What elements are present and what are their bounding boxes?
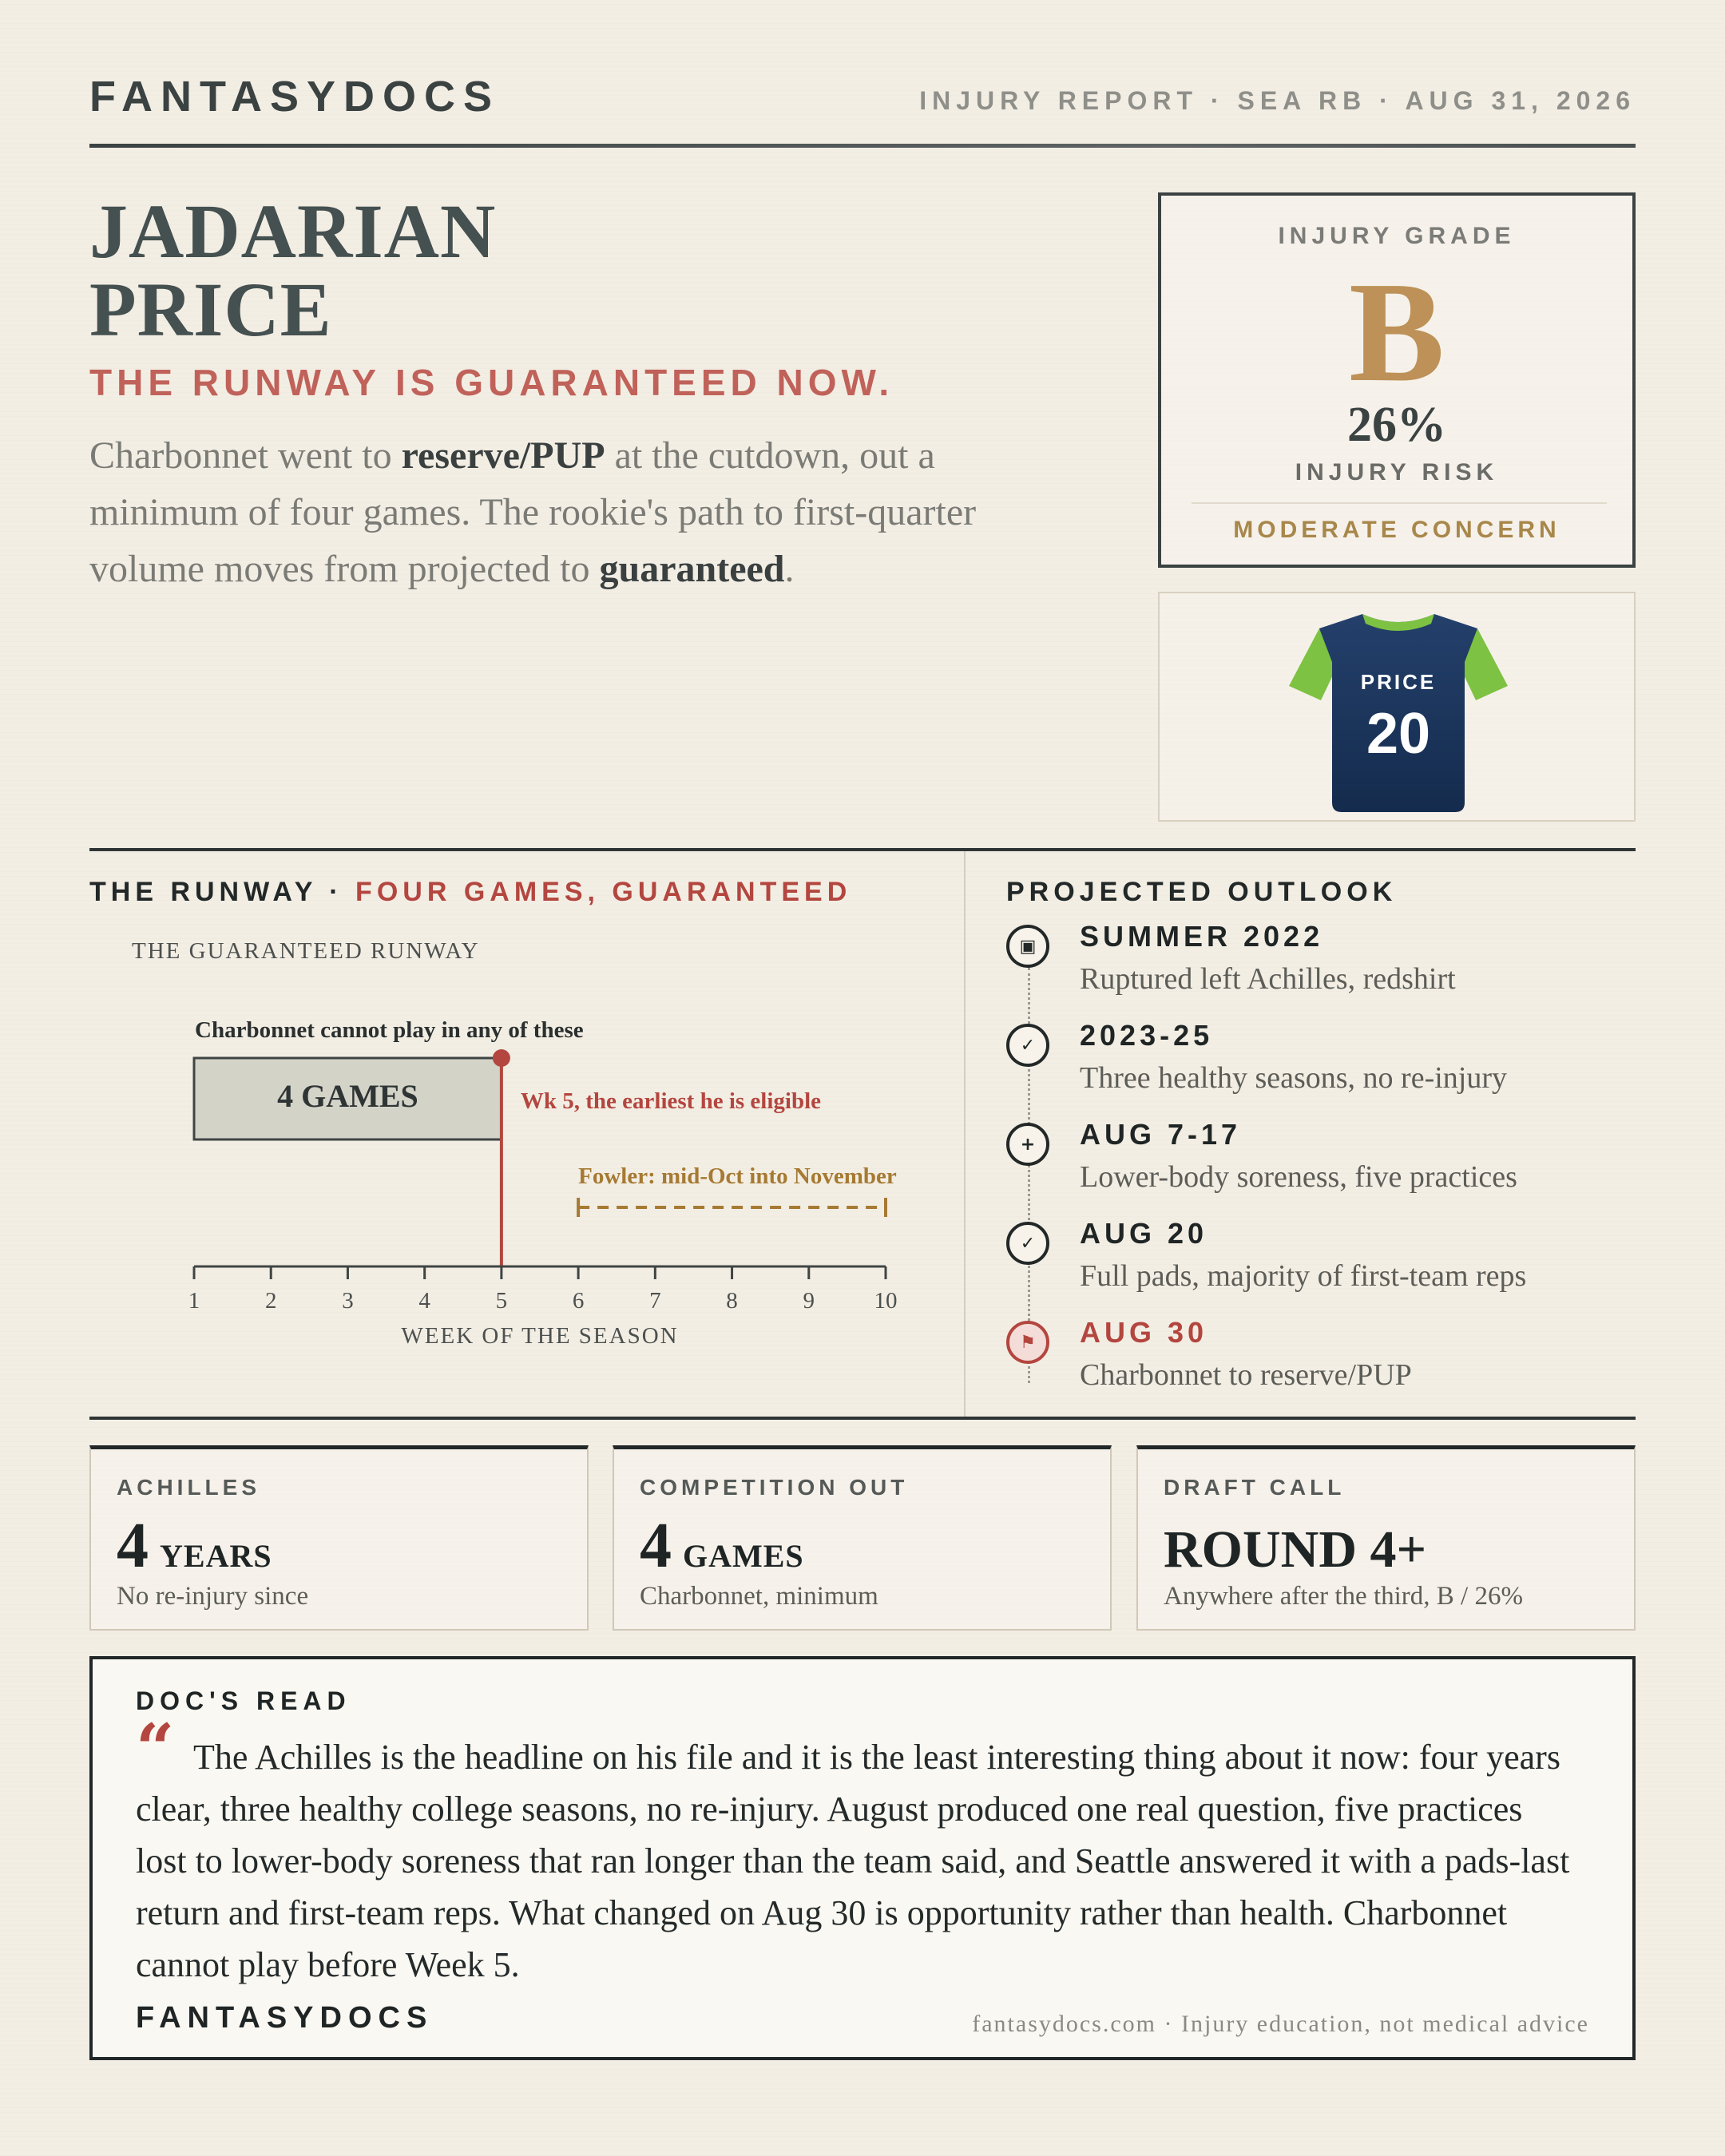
x-tick-label: 7 xyxy=(649,1288,661,1314)
docs-read-signature: FANTASYDOCS xyxy=(136,2001,434,2035)
x-axis-ticks xyxy=(188,1266,898,1314)
quote-mark-icon: “ xyxy=(136,1709,175,1788)
stat-number: 4 xyxy=(117,1511,149,1581)
stat-unit: YEARS xyxy=(160,1538,272,1574)
plus-icon: + xyxy=(1006,1123,1049,1166)
timeline-desc: Ruptured left Achilles, redshirt xyxy=(1080,962,1456,996)
timeline-desc: Lower-body soreness, five practices xyxy=(1080,1160,1517,1194)
x-tick-label: 1 xyxy=(188,1288,200,1314)
stat-label: DRAFT CALL xyxy=(1164,1475,1346,1500)
stat-sub: No re-injury since xyxy=(117,1582,309,1611)
timeline-desc: Charbonnet to reserve/PUP xyxy=(1080,1358,1412,1392)
x-tick-label: 9 xyxy=(803,1288,815,1314)
docs-read-text: The Achilles is the headline on his file and it is the least interesting thing about it now: four years clear, three healthy college seasons, no re-injury. August produced one real question, five practices lost to lower-body soreness that ran longer than the team said, and Seattle answered it with a pads-last return and first-team reps. What changed on Aug 30 is opportunity rather than health. Charbonnet cannot play before Week 5. xyxy=(136,1738,1570,1984)
achilles-stat-card xyxy=(89,1445,589,1631)
concern-level: MODERATE CONCERN xyxy=(1233,517,1560,543)
check-icon: ✓ xyxy=(1006,1222,1049,1265)
intro-emphasis: guaranteed xyxy=(599,548,785,590)
square-icon: ▣ xyxy=(1006,925,1049,968)
timeline-date: SUMMER 2022 xyxy=(1080,920,1324,953)
column-divider xyxy=(964,851,966,1418)
stat-sub: Charbonnet, minimum xyxy=(640,1582,878,1611)
grade-letter: B xyxy=(1348,252,1445,411)
timeline-date: 2023-25 xyxy=(1080,1019,1214,1052)
section-divider xyxy=(89,848,1636,851)
jersey-name: PRICE xyxy=(1360,670,1437,694)
outlook-heading: PROJECTED OUTLOOK xyxy=(1006,877,1398,907)
timeline-date: AUG 20 xyxy=(1080,1217,1208,1250)
section-divider xyxy=(89,1417,1636,1420)
player-first-name: JADARIAN xyxy=(89,188,497,274)
runway-heading-accent: FOUR GAMES, GUARANTEED xyxy=(355,877,852,907)
runway-chart xyxy=(89,918,936,1365)
competition-stat-card xyxy=(613,1445,1112,1631)
footer-disclaimer: fantasydocs.com · Injury education, not medical advice xyxy=(972,2011,1589,2037)
draft-call-stat-card xyxy=(1136,1445,1636,1631)
stat-label: ACHILLES xyxy=(117,1475,260,1500)
jersey-card xyxy=(1158,592,1636,822)
grade-label: INJURY GRADE xyxy=(1278,223,1516,249)
player-last-name: PRICE xyxy=(89,267,332,352)
x-tick-label: 10 xyxy=(874,1288,898,1314)
out-block-caption: Charbonnet cannot play in any of these xyxy=(195,1017,584,1043)
check-icon: ✓ xyxy=(1006,1024,1049,1067)
report-meta: INJURY REPORT · SEA RB · AUG 31, 2026 xyxy=(919,86,1636,115)
docs-read-label: DOC'S READ xyxy=(136,1686,351,1715)
x-tick-label: 4 xyxy=(418,1288,430,1314)
x-axis-label: WEEK OF THE SEASON xyxy=(401,1323,679,1349)
intro-emphasis: reserve/PUP xyxy=(401,434,605,477)
chart-title: THE GUARANTEED RUNWAY xyxy=(132,938,480,964)
estimate-range-label: Fowler: mid-Oct into November xyxy=(578,1163,897,1189)
eligible-marker-dot xyxy=(493,1049,510,1067)
intro-text: . xyxy=(784,548,795,590)
stat-value: ROUND 4+ xyxy=(1164,1520,1427,1579)
stat-value xyxy=(640,1510,804,1583)
stat-sub: Anywhere after the third, B / 26% xyxy=(1164,1582,1523,1611)
intro-text: Charbonnet went to xyxy=(89,434,402,477)
risk-percentage: 26% xyxy=(1347,398,1446,452)
x-tick-label: 2 xyxy=(264,1288,277,1314)
x-tick-label: 5 xyxy=(495,1288,508,1314)
timeline-date: AUG 30 xyxy=(1080,1316,1208,1349)
intro-text: at the cutdown, out a minimum of four games. The rookie's path to first-quarter volume moves from projected to xyxy=(89,434,977,590)
risk-label: INJURY RISK xyxy=(1295,459,1499,485)
x-tick-label: 3 xyxy=(342,1288,354,1314)
stat-value xyxy=(117,1510,272,1583)
flag-icon: ⚑ xyxy=(1006,1321,1049,1364)
timeline-date: AUG 7-17 xyxy=(1080,1118,1242,1151)
jersey-icon xyxy=(1160,593,1637,823)
stat-label: COMPETITION OUT xyxy=(640,1475,909,1500)
intro-paragraph xyxy=(89,427,1072,597)
eligible-marker-label: Wk 5, the earliest he is eligible xyxy=(520,1088,822,1114)
brand-logo: FANTASYDOCS xyxy=(89,73,501,121)
tagline: THE RUNWAY IS GUARANTEED NOW. xyxy=(89,362,894,403)
stat-number: 4 xyxy=(640,1511,672,1581)
timeline-desc: Full pads, majority of first-team reps xyxy=(1080,1259,1527,1293)
out-block-label: 4 GAMES xyxy=(277,1078,418,1114)
estimate-range xyxy=(578,1198,886,1217)
runway-heading-main: THE RUNWAY · xyxy=(89,877,356,907)
timeline-desc: Three healthy seasons, no re-injury xyxy=(1080,1061,1507,1095)
docs-read-panel xyxy=(89,1656,1636,2060)
x-tick-label: 6 xyxy=(572,1288,585,1314)
jersey-number: 20 xyxy=(1366,702,1431,766)
injury-grade-card xyxy=(1158,192,1636,568)
x-tick-label: 8 xyxy=(726,1288,738,1314)
grade-divider xyxy=(1192,502,1607,504)
stat-unit: GAMES xyxy=(683,1538,804,1574)
runway-heading xyxy=(89,877,851,908)
header-divider xyxy=(89,144,1636,148)
